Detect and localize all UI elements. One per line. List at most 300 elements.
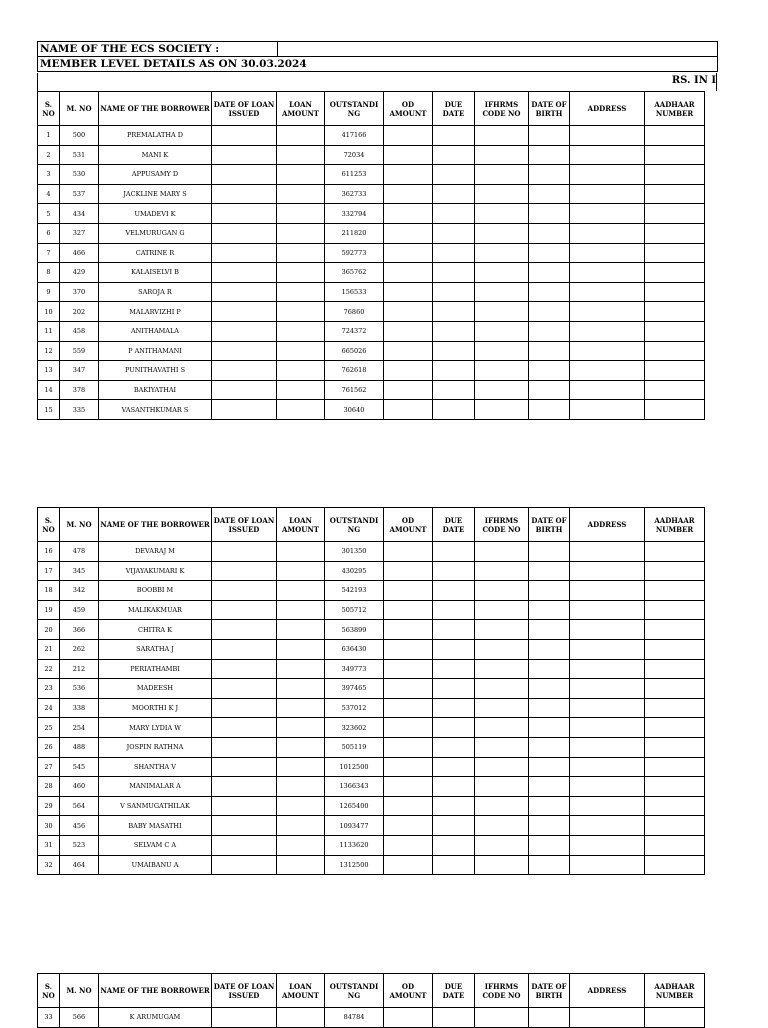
col-od-amount-cell xyxy=(384,204,433,224)
table-row xyxy=(38,341,705,361)
col-sno-cell: 21 xyxy=(38,639,60,659)
col-loan-amount-cell xyxy=(277,698,325,718)
col-mno-cell: 460 xyxy=(60,777,99,797)
col-due-date-header: DUE DATE xyxy=(433,974,475,1008)
col-ifhrms-code-cell xyxy=(475,243,529,263)
col-loan-amount-cell xyxy=(277,835,325,855)
col-loan-amount-cell xyxy=(277,302,325,322)
col-date-of-birth-cell xyxy=(529,204,570,224)
col-aadhaar-cell xyxy=(645,361,705,381)
col-loan-amount-cell xyxy=(277,542,325,562)
table-row xyxy=(38,659,705,679)
col-ifhrms-code-cell xyxy=(475,400,529,420)
col-ifhrms-code-cell xyxy=(475,184,529,204)
col-aadhaar-cell xyxy=(645,777,705,797)
col-address-cell xyxy=(570,639,645,659)
col-ifhrms-code-cell xyxy=(475,145,529,165)
col-sno-cell: 12 xyxy=(38,341,60,361)
col-aadhaar-cell xyxy=(645,659,705,679)
col-date-of-birth-cell xyxy=(529,639,570,659)
col-ifhrms-code-cell xyxy=(475,718,529,738)
col-due-date-cell xyxy=(433,561,475,581)
col-aadhaar-cell xyxy=(645,698,705,718)
col-mno-cell: 254 xyxy=(60,718,99,738)
col-mno-cell: 466 xyxy=(60,243,99,263)
col-od-amount-cell xyxy=(384,282,433,302)
col-address-cell xyxy=(570,757,645,777)
col-date-loan-issued-cell xyxy=(212,321,277,341)
col-loan-amount-cell xyxy=(277,263,325,283)
col-sno-header: S. NO xyxy=(38,508,60,542)
col-od-amount-cell xyxy=(384,835,433,855)
col-date-loan-issued-cell xyxy=(212,855,277,875)
col-mno-cell: 523 xyxy=(60,835,99,855)
col-od-amount-cell xyxy=(384,126,433,146)
col-aadhaar-cell xyxy=(645,718,705,738)
col-ifhrms-code-cell xyxy=(475,600,529,620)
col-mno-cell: 262 xyxy=(60,639,99,659)
col-ifhrms-code-cell xyxy=(475,855,529,875)
col-mno-cell: 347 xyxy=(60,361,99,381)
col-aadhaar-header: AADHAAR NUMBER xyxy=(645,974,705,1008)
col-date-of-birth-cell xyxy=(529,321,570,341)
col-outstanding-cell: 537012 xyxy=(325,698,384,718)
col-address-cell xyxy=(570,321,645,341)
col-sno-cell: 26 xyxy=(38,737,60,757)
col-outstanding-cell: 563899 xyxy=(325,620,384,640)
col-borrower-name-cell: VASANTHKUMAR S xyxy=(99,400,212,420)
col-date-of-birth-cell xyxy=(529,816,570,836)
table-row xyxy=(38,620,705,640)
col-outstanding-cell: 611253 xyxy=(325,165,384,185)
col-aadhaar-cell xyxy=(645,341,705,361)
col-address-cell xyxy=(570,380,645,400)
col-aadhaar-cell xyxy=(645,620,705,640)
col-date-loan-issued-cell xyxy=(212,542,277,562)
col-mno-cell: 345 xyxy=(60,561,99,581)
col-due-date-cell xyxy=(433,321,475,341)
col-outstanding-cell: 542193 xyxy=(325,581,384,601)
col-outstanding-cell: 323602 xyxy=(325,718,384,738)
col-address-cell xyxy=(570,223,645,243)
col-due-date-cell xyxy=(433,777,475,797)
col-borrower-name-cell: JACKLINE MARY S xyxy=(99,184,212,204)
col-due-date-cell xyxy=(433,698,475,718)
col-loan-amount-cell xyxy=(277,184,325,204)
col-date-loan-issued-cell xyxy=(212,659,277,679)
col-outstanding-cell: 430295 xyxy=(325,561,384,581)
col-due-date-cell xyxy=(433,581,475,601)
col-outstanding-cell: 636430 xyxy=(325,639,384,659)
table-header-row xyxy=(38,92,705,126)
col-loan-amount-cell xyxy=(277,855,325,875)
col-outstanding-cell: 1133620 xyxy=(325,835,384,855)
col-date-loan-issued-cell xyxy=(212,679,277,699)
col-ifhrms-code-cell xyxy=(475,581,529,601)
col-date-loan-issued-cell xyxy=(212,165,277,185)
col-od-amount-cell xyxy=(384,1008,433,1028)
col-aadhaar-cell xyxy=(645,561,705,581)
col-address-cell xyxy=(570,796,645,816)
col-date-of-birth-cell xyxy=(529,757,570,777)
col-loan-amount-cell xyxy=(277,1008,325,1028)
col-date-loan-issued-cell xyxy=(212,737,277,757)
col-ifhrms-code-cell xyxy=(475,1008,529,1028)
col-borrower-name-cell: V SANMUGATHILAK xyxy=(99,796,212,816)
col-od-amount-cell xyxy=(384,341,433,361)
col-mno-cell: 327 xyxy=(60,223,99,243)
col-due-date-cell xyxy=(433,737,475,757)
col-date-loan-issued-cell xyxy=(212,561,277,581)
col-loan-amount-cell xyxy=(277,737,325,757)
col-ifhrms-code-cell xyxy=(475,796,529,816)
col-date-loan-issued-header: DATE OF LOAN ISSUED xyxy=(212,508,277,542)
col-mno-cell: 342 xyxy=(60,581,99,601)
col-aadhaar-cell xyxy=(645,184,705,204)
col-aadhaar-cell xyxy=(645,380,705,400)
table-row xyxy=(38,282,705,302)
col-outstanding-cell: 761562 xyxy=(325,380,384,400)
col-ifhrms-code-cell xyxy=(475,777,529,797)
col-loan-amount-header: LOAN AMOUNT xyxy=(277,974,325,1008)
col-outstanding-header: OUTSTANDI NG xyxy=(325,508,384,542)
col-mno-cell: 366 xyxy=(60,620,99,640)
col-aadhaar-header: AADHAAR NUMBER xyxy=(645,508,705,542)
col-loan-amount-cell xyxy=(277,581,325,601)
col-date-of-birth-cell xyxy=(529,282,570,302)
col-od-amount-cell xyxy=(384,620,433,640)
col-outstanding-cell: 1265400 xyxy=(325,796,384,816)
col-mno-cell: 370 xyxy=(60,282,99,302)
col-address-cell xyxy=(570,282,645,302)
col-od-amount-cell xyxy=(384,165,433,185)
col-ifhrms-code-cell xyxy=(475,561,529,581)
col-loan-amount-cell xyxy=(277,796,325,816)
col-address-header: ADDRESS xyxy=(570,92,645,126)
col-date-of-birth-cell xyxy=(529,718,570,738)
col-date-of-birth-cell xyxy=(529,581,570,601)
col-sno-cell: 19 xyxy=(38,600,60,620)
col-date-loan-issued-cell xyxy=(212,581,277,601)
col-od-amount-cell xyxy=(384,561,433,581)
col-outstanding-cell: 724372 xyxy=(325,321,384,341)
col-date-of-birth-cell xyxy=(529,361,570,381)
col-date-loan-issued-cell xyxy=(212,223,277,243)
col-mno-cell: 429 xyxy=(60,263,99,283)
col-ifhrms-code-cell xyxy=(475,737,529,757)
col-address-cell xyxy=(570,1008,645,1028)
col-date-loan-issued-cell xyxy=(212,777,277,797)
col-od-amount-cell xyxy=(384,380,433,400)
society-name-label: NAME OF THE ECS SOCIETY : xyxy=(38,42,278,57)
col-due-date-cell xyxy=(433,184,475,204)
col-mno-cell: 564 xyxy=(60,796,99,816)
col-od-amount-cell xyxy=(384,542,433,562)
col-outstanding-cell: 211820 xyxy=(325,223,384,243)
col-od-amount-cell xyxy=(384,679,433,699)
col-due-date-cell xyxy=(433,145,475,165)
table-row xyxy=(38,777,705,797)
col-date-of-birth-cell xyxy=(529,679,570,699)
table-row xyxy=(38,302,705,322)
col-due-date-cell xyxy=(433,835,475,855)
col-due-date-cell xyxy=(433,639,475,659)
col-address-cell xyxy=(570,698,645,718)
col-mno-cell: 559 xyxy=(60,341,99,361)
col-address-cell xyxy=(570,145,645,165)
col-date-loan-issued-cell xyxy=(212,341,277,361)
col-sno-cell: 8 xyxy=(38,263,60,283)
col-address-cell xyxy=(570,542,645,562)
col-due-date-cell xyxy=(433,659,475,679)
col-address-cell xyxy=(570,165,645,185)
col-aadhaar-cell xyxy=(645,302,705,322)
col-date-of-birth-cell xyxy=(529,835,570,855)
col-aadhaar-cell xyxy=(645,600,705,620)
col-date-of-birth-cell xyxy=(529,380,570,400)
col-date-of-birth-cell xyxy=(529,698,570,718)
col-address-cell xyxy=(570,561,645,581)
col-address-cell xyxy=(570,855,645,875)
col-due-date-cell xyxy=(433,718,475,738)
col-ifhrms-code-cell xyxy=(475,321,529,341)
col-borrower-name-cell: UMADEVI K xyxy=(99,204,212,224)
col-aadhaar-cell xyxy=(645,263,705,283)
col-mno-cell: 458 xyxy=(60,321,99,341)
col-due-date-cell xyxy=(433,302,475,322)
col-mno-header: M. NO xyxy=(60,92,99,126)
col-borrower-name-cell: DEVARAJ M xyxy=(99,542,212,562)
col-loan-amount-cell xyxy=(277,561,325,581)
col-mno-cell: 531 xyxy=(60,145,99,165)
col-borrower-name-cell: MARY LYDIA W xyxy=(99,718,212,738)
col-outstanding-cell: 417166 xyxy=(325,126,384,146)
col-date-of-birth-cell xyxy=(529,659,570,679)
col-date-of-birth-cell xyxy=(529,145,570,165)
col-address-cell xyxy=(570,204,645,224)
col-loan-amount-cell xyxy=(277,361,325,381)
col-borrower-name-cell: MALIKAKMUAR xyxy=(99,600,212,620)
col-borrower-name-header: NAME OF THE BORROWER xyxy=(99,92,212,126)
col-ifhrms-code-cell xyxy=(475,542,529,562)
col-ifhrms-code-cell xyxy=(475,341,529,361)
table-row xyxy=(38,361,705,381)
col-borrower-name-cell: MADEESH xyxy=(99,679,212,699)
col-sno-cell: 25 xyxy=(38,718,60,738)
table-row xyxy=(38,679,705,699)
col-outstanding-cell: 397465 xyxy=(325,679,384,699)
table-row xyxy=(38,542,705,562)
col-outstanding-cell: 592773 xyxy=(325,243,384,263)
col-due-date-cell xyxy=(433,263,475,283)
col-loan-amount-cell xyxy=(277,659,325,679)
table-row xyxy=(38,816,705,836)
col-loan-amount-cell xyxy=(277,282,325,302)
col-mno-cell: 212 xyxy=(60,659,99,679)
col-sno-cell: 9 xyxy=(38,282,60,302)
col-mno-cell: 378 xyxy=(60,380,99,400)
col-mno-cell: 456 xyxy=(60,816,99,836)
col-date-loan-issued-cell xyxy=(212,757,277,777)
col-address-cell xyxy=(570,718,645,738)
col-date-loan-issued-cell xyxy=(212,302,277,322)
col-od-amount-cell xyxy=(384,639,433,659)
col-date-loan-issued-cell xyxy=(212,204,277,224)
col-mno-header: M. NO xyxy=(60,508,99,542)
table-row xyxy=(38,835,705,855)
col-outstanding-cell: 30640 xyxy=(325,400,384,420)
col-sno-cell: 3 xyxy=(38,165,60,185)
table-row xyxy=(38,400,705,420)
col-aadhaar-cell xyxy=(645,1008,705,1028)
col-date-of-birth-cell xyxy=(529,302,570,322)
col-borrower-name-cell: SARATHA J xyxy=(99,639,212,659)
col-sno-header: S. NO xyxy=(38,974,60,1008)
col-date-of-birth-cell xyxy=(529,263,570,283)
col-sno-cell: 15 xyxy=(38,400,60,420)
col-outstanding-header: OUTSTANDI NG xyxy=(325,92,384,126)
col-due-date-cell xyxy=(433,816,475,836)
col-due-date-cell xyxy=(433,204,475,224)
col-outstanding-cell: 301350 xyxy=(325,542,384,562)
col-ifhrms-code-cell xyxy=(475,816,529,836)
col-loan-amount-cell xyxy=(277,679,325,699)
table-row xyxy=(38,698,705,718)
col-aadhaar-cell xyxy=(645,145,705,165)
col-outstanding-cell: 76860 xyxy=(325,302,384,322)
col-address-header: ADDRESS xyxy=(570,508,645,542)
col-due-date-cell xyxy=(433,361,475,381)
table-row xyxy=(38,581,705,601)
col-date-of-birth-cell xyxy=(529,796,570,816)
col-mno-cell: 335 xyxy=(60,400,99,420)
col-loan-amount-cell xyxy=(277,718,325,738)
col-mno-cell: 488 xyxy=(60,737,99,757)
col-od-amount-header: OD AMOUNT xyxy=(384,92,433,126)
col-mno-header: M. NO xyxy=(60,974,99,1008)
col-date-loan-issued-cell xyxy=(212,126,277,146)
col-date-of-birth-cell xyxy=(529,341,570,361)
col-mno-cell: 566 xyxy=(60,1008,99,1028)
col-ifhrms-code-cell xyxy=(475,757,529,777)
col-sno-cell: 14 xyxy=(38,380,60,400)
col-loan-amount-cell xyxy=(277,243,325,263)
col-aadhaar-cell xyxy=(645,243,705,263)
col-sno-cell: 27 xyxy=(38,757,60,777)
col-ifhrms-code-header: IFHRMS CODE NO xyxy=(475,508,529,542)
table-row xyxy=(38,737,705,757)
col-date-of-birth-cell xyxy=(529,400,570,420)
col-borrower-name-cell: MANI K xyxy=(99,145,212,165)
col-due-date-cell xyxy=(433,679,475,699)
col-date-loan-issued-cell xyxy=(212,600,277,620)
col-aadhaar-cell xyxy=(645,400,705,420)
col-sno-cell: 4 xyxy=(38,184,60,204)
col-outstanding-cell: 665026 xyxy=(325,341,384,361)
col-date-loan-issued-cell xyxy=(212,835,277,855)
col-loan-amount-cell xyxy=(277,126,325,146)
col-aadhaar-cell xyxy=(645,321,705,341)
col-date-of-birth-cell xyxy=(529,620,570,640)
col-od-amount-cell xyxy=(384,777,433,797)
col-mno-cell: 530 xyxy=(60,165,99,185)
table-row xyxy=(38,380,705,400)
table-row xyxy=(38,600,705,620)
col-date-loan-issued-cell xyxy=(212,243,277,263)
member-table-2 xyxy=(37,507,705,875)
col-ifhrms-code-header: IFHRMS CODE NO xyxy=(475,974,529,1008)
col-sno-cell: 33 xyxy=(38,1008,60,1028)
col-od-amount-cell xyxy=(384,145,433,165)
col-ifhrms-code-cell xyxy=(475,263,529,283)
col-od-amount-cell xyxy=(384,243,433,263)
col-od-amount-cell xyxy=(384,361,433,381)
col-sno-cell: 2 xyxy=(38,145,60,165)
table-row xyxy=(38,639,705,659)
col-address-header: ADDRESS xyxy=(570,974,645,1008)
col-loan-amount-cell xyxy=(277,145,325,165)
col-date-loan-issued-cell xyxy=(212,184,277,204)
col-address-cell xyxy=(570,341,645,361)
col-borrower-name-cell: PUNITHAVATHI S xyxy=(99,361,212,381)
col-loan-amount-cell xyxy=(277,204,325,224)
col-mno-cell: 338 xyxy=(60,698,99,718)
col-ifhrms-code-cell xyxy=(475,165,529,185)
col-address-cell xyxy=(570,184,645,204)
col-due-date-cell xyxy=(433,126,475,146)
col-sno-cell: 32 xyxy=(38,855,60,875)
col-ifhrms-code-cell xyxy=(475,126,529,146)
col-aadhaar-cell xyxy=(645,282,705,302)
col-due-date-cell xyxy=(433,757,475,777)
col-address-cell xyxy=(570,263,645,283)
col-sno-cell: 11 xyxy=(38,321,60,341)
member-table-1 xyxy=(37,91,705,420)
col-date-of-birth-cell xyxy=(529,600,570,620)
col-loan-amount-cell xyxy=(277,380,325,400)
col-aadhaar-cell xyxy=(645,855,705,875)
col-sno-cell: 20 xyxy=(38,620,60,640)
col-address-cell xyxy=(570,243,645,263)
col-due-date-cell xyxy=(433,1008,475,1028)
col-due-date-cell xyxy=(433,282,475,302)
col-sno-cell: 23 xyxy=(38,679,60,699)
col-ifhrms-code-cell xyxy=(475,659,529,679)
col-od-amount-cell xyxy=(384,816,433,836)
col-borrower-name-cell: MALARVIZHI P xyxy=(99,302,212,322)
col-sno-cell: 5 xyxy=(38,204,60,224)
col-outstanding-cell: 1093477 xyxy=(325,816,384,836)
col-borrower-name-cell: VIJAYAKUMARI K xyxy=(99,561,212,581)
col-od-amount-cell xyxy=(384,737,433,757)
col-address-cell xyxy=(570,620,645,640)
col-sno-cell: 6 xyxy=(38,223,60,243)
col-outstanding-cell: 72034 xyxy=(325,145,384,165)
table-row xyxy=(38,321,705,341)
col-date-of-birth-cell xyxy=(529,542,570,562)
col-date-loan-issued-cell xyxy=(212,263,277,283)
col-due-date-header: DUE DATE xyxy=(433,92,475,126)
col-date-of-birth-cell xyxy=(529,561,570,581)
col-aadhaar-cell xyxy=(645,835,705,855)
table-row xyxy=(38,561,705,581)
col-aadhaar-cell xyxy=(645,223,705,243)
col-due-date-header: DUE DATE xyxy=(433,508,475,542)
society-name-value xyxy=(278,42,718,57)
col-address-cell xyxy=(570,835,645,855)
table-row xyxy=(38,1008,705,1028)
col-date-of-birth-header: DATE OF BIRTH xyxy=(529,974,570,1008)
